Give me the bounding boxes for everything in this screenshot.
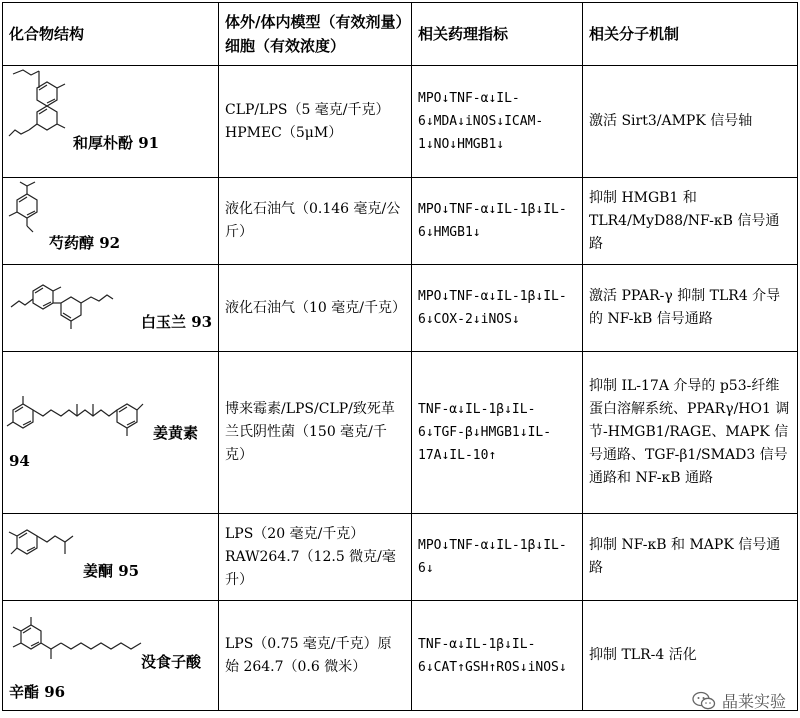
compound-name: 姜酮 95 bbox=[83, 562, 140, 580]
compound-name: 和厚朴酚 91 bbox=[73, 134, 160, 152]
indicators-cell: MPO↓TNF-α↓IL-6↓MDA↓iNOS↓ICAM-1↓NO↓HMGB1↓ bbox=[412, 66, 583, 178]
zingerone-structure bbox=[3, 514, 219, 601]
mechanism-cell: 激活 Sirt3/AMPK 信号轴 bbox=[583, 66, 798, 178]
indicators-cell: TNF-α↓IL-1β↓IL-6↓TGF-β↓HMGB1↓IL-17A↓IL-10↑ bbox=[412, 352, 583, 514]
header-row bbox=[3, 3, 798, 66]
mechanism-cell: 抑制 IL-17A 介导的 p53-纤维蛋白溶解系统、PPARγ/HO1 调节-HMGB1/RAGE、MAPK 信号通路、TGF-β1/SMAD3 信号通路和 NF-κB 通路 bbox=[583, 352, 798, 514]
table-row bbox=[3, 352, 798, 514]
mechanism-text: 抑制 TLR-4 活化 bbox=[589, 647, 697, 663]
compound-name-number: 94 bbox=[9, 452, 30, 470]
header-mechanism: 相关分子机制 bbox=[583, 3, 798, 66]
structure-cell bbox=[3, 601, 219, 711]
wechat-icon bbox=[692, 691, 716, 711]
table-row bbox=[3, 514, 798, 601]
indicators-cell: TNF-α↓IL-1β↓IL-6↓CAT↑GSH↑ROS↓iNOS↓ bbox=[412, 601, 583, 711]
structure-cell bbox=[3, 514, 219, 601]
mechanism-cell: 抑制 NF-κB 和 MAPK 信号通路 bbox=[583, 514, 798, 601]
compound-table bbox=[2, 2, 798, 711]
mechanism-cell: 抑制 HMGB1 和 TLR4/MyD88/NF-κB 信号通路 bbox=[583, 178, 798, 265]
compound-name: 姜黄素 bbox=[153, 424, 199, 442]
table-row bbox=[3, 178, 798, 265]
structure-cell bbox=[3, 352, 219, 514]
structure-cell bbox=[3, 265, 219, 352]
compound-name: 芍药醇 92 bbox=[49, 234, 121, 252]
structure-cell bbox=[3, 178, 219, 265]
magnolol-structure bbox=[3, 265, 219, 352]
table-row bbox=[3, 601, 798, 711]
watermark-text: 晶莱实验 bbox=[721, 692, 786, 711]
structure-cell bbox=[3, 66, 219, 178]
indicators-cell: MPO↓TNF-α↓IL-1β↓IL-6↓ bbox=[412, 514, 583, 601]
model-cell: CLP/LPS（5 毫克/千克）HPMEC（5μM） bbox=[219, 66, 412, 178]
watermark bbox=[692, 689, 786, 712]
header-indicators: 相关药理指标 bbox=[412, 3, 583, 66]
model-cell: 液化石油气（0.146 毫克/公斤） bbox=[219, 178, 412, 265]
model-cell: 液化石油气（10 毫克/千克） bbox=[219, 265, 412, 352]
model-cell: LPS（0.75 毫克/千克）原始 264.7（0.6 微米） bbox=[219, 601, 412, 711]
header-structure: 化合物结构 bbox=[3, 3, 219, 66]
indicators-cell: MPO↓TNF-α↓IL-1β↓IL-6↓COX-2↓iNOS↓ bbox=[412, 265, 583, 352]
model-cell: LPS（20 毫克/千克）RAW264.7（12.5 微克/毫升） bbox=[219, 514, 412, 601]
compound-name-number: 辛酯 96 bbox=[9, 683, 66, 701]
table-row bbox=[3, 265, 798, 352]
honokiol-structure bbox=[3, 66, 219, 178]
indicators-cell: MPO↓TNF-α↓IL-1β↓IL-6↓HMGB1↓ bbox=[412, 178, 583, 265]
mechanism-cell: 激活 PPAR-γ 抑制 TLR4 介导的 NF-kB 信号通路 bbox=[583, 265, 798, 352]
compound-name: 没食子酸 bbox=[141, 653, 202, 671]
header-model: 体外/体内模型（有效剂量）细胞（有效浓度） bbox=[219, 3, 412, 66]
table-row bbox=[3, 66, 798, 178]
model-cell: 博来霉素/LPS/CLP/致死革兰氏阴性菌（150 毫克/千克） bbox=[219, 352, 412, 514]
compound-name: 白玉兰 93 bbox=[141, 313, 213, 331]
